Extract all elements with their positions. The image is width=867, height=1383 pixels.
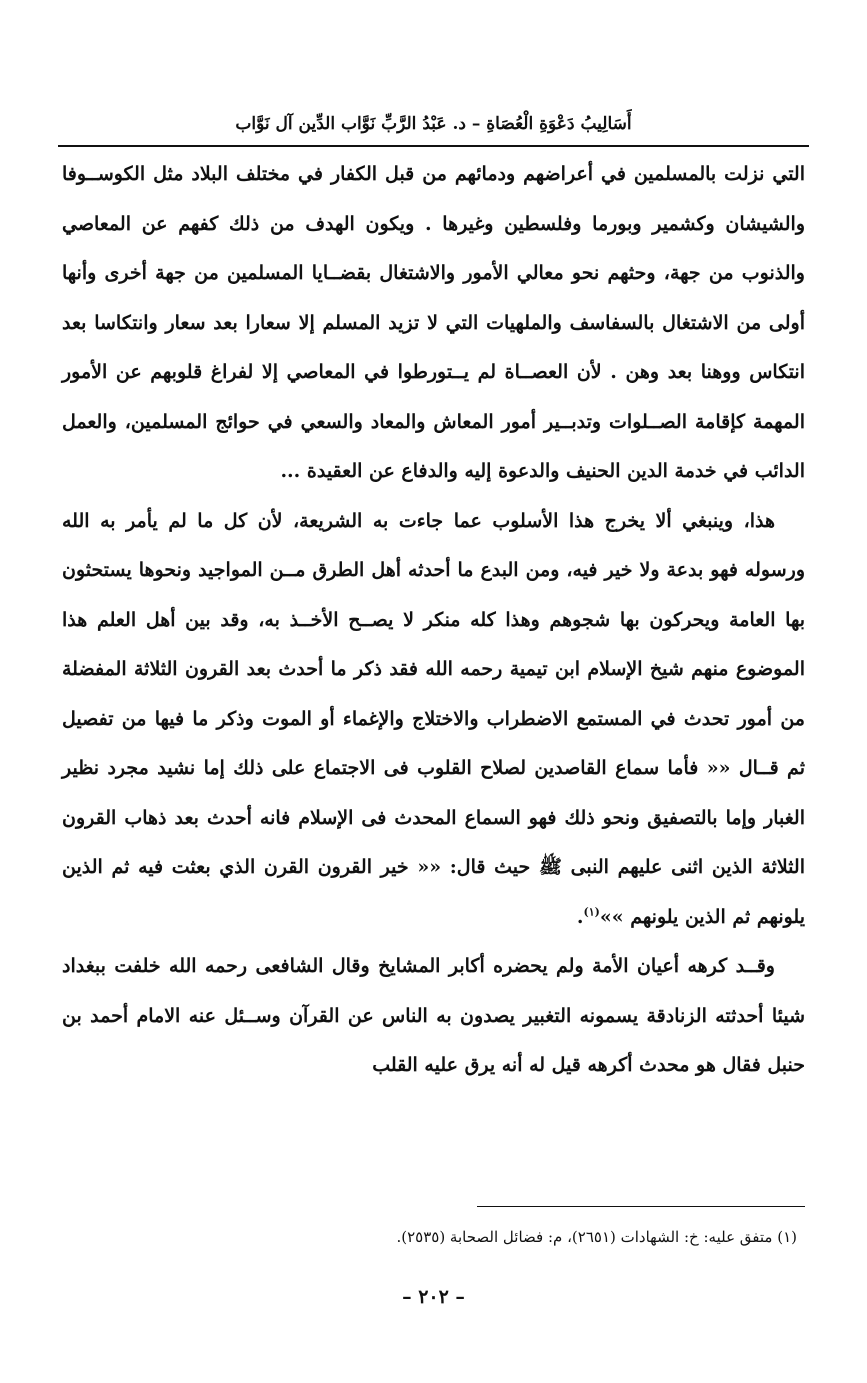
paragraph: هذا، وينبغي ألا يخرج هذا الأسلوب عما جاءت به الشريعة، لأن كل ما لم يأمر به الله ورسوله فهو بدعة ولا خير فيه، ومن البدع ما أحدثه أهل الطرق مــن المواجيد ونحوها يستحثون بها العامة ويحركون بها شجوهم وهذا كله منكر لا يصــح الأخــذ به، وقد بين أهل العلم هذا الموضوع منهم شيخ الإسلام ابن تيمية رحمه الله فقد ذكر ما أحدث بعد القرون الثلاثة المفضلة من أمور تحدث في المستمع الاضطراب والاختلاج والإغماء أو الموت وذكر ما فيها من تفصيل ثم قــال «« فأما سماع القاصدين لصلاح القلوب فى الاجتماع على ذلك إما نشيد مجرد نظير الغبار وإما بالتصفيق ونحو ذلك فهو السماع المحدث فى الإسلام فانه أحدث بعد ذهاب القرون الثلاثة الذين اثنى عليهم النبى ﷺ حيث قال: «« خير القرون القرن الذي بعثت فيه ثم الذين يلونهم ثم الذين يلونهم »»$^{(١)}$.	[62, 509, 805, 928]
header-rule	[58, 145, 809, 147]
footnote-ref[interactable]: (١)	[583, 905, 600, 919]
running-title: أَسَالِيبُ دَعْوَةِ الْعُصَاةِ – د. عَبْدُ الرَّبِّ نَوَّاب الدِّين آل نَوَّاب	[235, 114, 632, 134]
footnote: (١) متفق عليه: خ: الشهادات (٢٦٥١)، م: فضائل الصحابة (٢٥٣٥).	[396, 1228, 797, 1246]
page-number: – ٢٠٢ –	[402, 1286, 465, 1308]
paragraph: التي نزلت بالمسلمين في أعراضهم ودمائهم من قبل الكفار في مختلف البلاد مثل الكوســوفا والشيشان وكشمير وبورما وفلسطين وغيرها . ويكون الهدف من ذلك كفهم عن المعاصي والذنوب من جهة، وحثهم نحو معالي الأمور والاشتغال بقضــايا المسلمين من جهة أخرى وأنها أولى من الاشتغال بالسفاسف والملهيات التي لا تزيد المسلم إلا سعارا بعد سعار وانتكاسا بعد انتكاس ووهنا بعد وهن . لأن العصــاة لم يــتورطوا في المعاصي إلا لفراغ قلوبهم عن الأمور المهمة كإقامة الصــلوات وتدبــير أمور المعاش والمعاد والسعي في حوائج المسلمين، والعمل الدائب في خدمة الدين الحنيف والدعوة إليه والدفاع عن العقيدة ...	[62, 163, 805, 482]
main-text	[62, 150, 805, 1091]
footnote-rule	[477, 1206, 805, 1207]
paragraph: وقــد كرهه أعيان الأمة ولم يحضره أكابر المشايخ وقال الشافعى رحمه الله خلفت ببغداد شيئا أحدثته الزنادقة يسمونه التغبير يصدون به الناس عن القرآن وســئل عنه الامام أحمد بن حنبل فقال هو محدث أكرهه قيل له أنه يرق عليه القلب	[62, 955, 805, 1076]
